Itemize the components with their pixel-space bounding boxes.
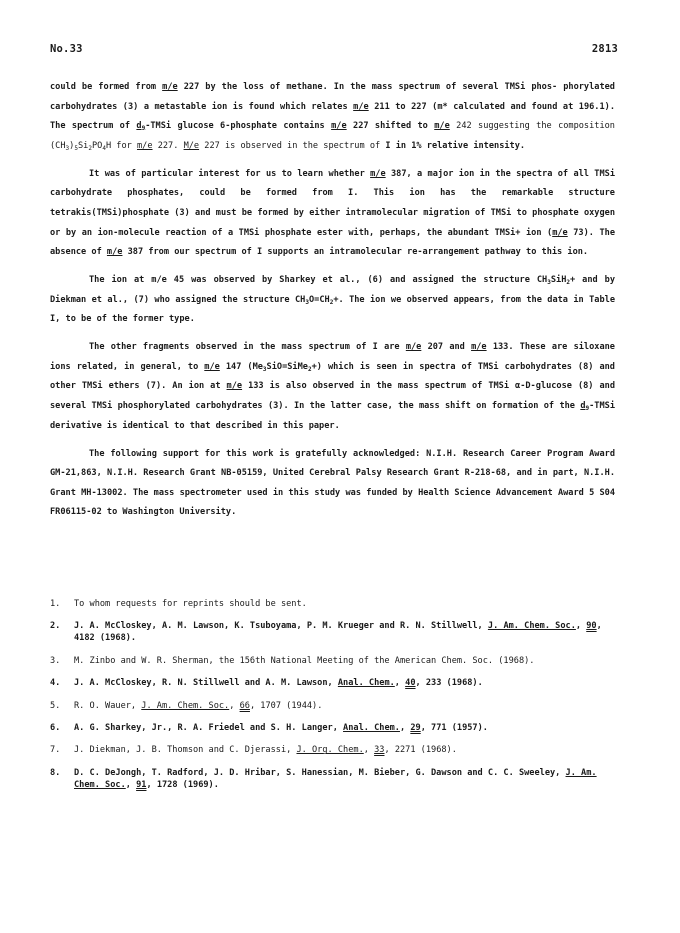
text-run: 227 by the loss of methane. In the mass spectrum of several TMSi phos- [177,82,558,92]
article-body [50,78,615,531]
text-run: 211 to 227 (m* calculated [368,101,505,112]
text-run: 227 shifted to [346,121,435,132]
reference-2: 2. J. A. McCloskey, A. M. Lawson, K. Tsuboyama, P. M. Krueger and R. N. Stillwell, J. Am. Chem. Soc., 90, 4182 (1968). [50,621,602,644]
reference-7: 7. J. Diekman, J. B. Thomson and C. Djerassi, J. Org. Chem., 33, 2271 (1968). [50,745,457,756]
reference-5: 5. R. O. Wauer, J. Am. Chem. Soc., 66, 1707 (1944). [50,700,323,711]
mz-label: m/e [162,82,178,92]
text-run: -TMSi glucose 6-phosphate contains [145,121,332,132]
text-run: phorylated carbohydrates (3) a metastable ion is found which relates [50,82,615,112]
reference-3: 3. M. Zinbo and W. R. Sherman, the 156th National Meeting of the American Chem. Soc. (1968). [50,655,535,666]
reference-8: 8. D. C. DeJongh, T. Radford, J. D. Hribar, S. Hanessian, M. Bieber, G. Dawson and C. C. Sweeley, J. Am. Chem. Soc., 91, 1728 (1969). [50,767,597,790]
paragraph-1 [50,78,615,156]
paragraph-4: The other fragments observed in the mass spectrum of I are m/e 207 and m/e 133. These are siloxane ions related, in general, to m/e 147 $(Me_3SiO=SiMe_2+)$ which is seen in spectra of TMSi carbohydrates (8) and other TMSi ethers (7). An ion at m/e 133 is also observed in the mass spectrum of TMSi α-D-glucose (8) and several TMSi phosphorylated carbohydrates (3). In the latter case, the mass shift on formation of the $d_9$-TMSi derivative is identical to that described in this paper. [50,342,615,431]
text-run: I in 1% relative intensity. [385,140,526,151]
mz-label: m/e [331,121,347,132]
page-number: 2813 [591,43,618,55]
reference-4: 4. J. A. McCloskey, R. N. Stillwell and A. M. Lawson, Anal. Chem., 40, 233 (1968). [50,678,483,689]
references-list [50,598,620,801]
reference-1: 1. To whom requests for reprints should be sent. [50,599,307,609]
issue-number: No.33 [50,43,83,55]
paragraph-2: It was of particular interest for us to learn whether m/e 387, a major ion in the spectra of all TMSi carbohydrate phosphates, could be formed from I. This ion has the remarkable structure tetrakis(TMSi)phosphate (3) and must be formed by either intramolecular migration of TMSi to phosphate oxygen or by an ion-molecule reaction of a TMSi phosphate ester with, perhaps, the abundant TMSi+ ion (m/e 73). The absence of m/e 387 from our spectrum of I supports an intramolecular re-arrangement pathway to this ion. [50,168,616,258]
reference-6: 6. A. G. Sharkey, Jr., R. A. Friedel and S. H. Langer, Anal. Chem., 29, 771 (1957). [50,722,488,733]
text-run: could be formed from [50,82,163,92]
composition-line: 242 suggesting the composition $(CH_3)_5Si_2PO_4H$ for m/e 227. M/e 227 is observed in the spectrum of [50,121,615,152]
paragraph-3: The ion at m/e 45 was observed by Sharkey et al., (6) and assigned the structure $CH_3SiH_2+$ and by Diekman et al., (7) who assigned the structure $CH_3O=CH_2+$. The ion we observed appears, from the data in Table I, to be of the former type. [50,275,615,325]
deuterium-label: $d_9$ [136,121,146,133]
mz-label: m/e [353,101,369,112]
text-run: and found at 196.1). The spectrum of [50,101,615,132]
mz-label: m/e [434,121,450,132]
acknowledgements: The following support for this work is gratefully acknowledged: N.I.H. Research Career Program Award GM-21,863, N.I.H. Research Grant NB-05159, United Cerebral Palsy Research Grant R-218-68, and in part, N.I.H. Grant MH-13002. The mass spectrometer used in this study was funded by Health Science Advancement Award 5 S04 FR06115-02 to Washington University. [50,448,615,518]
